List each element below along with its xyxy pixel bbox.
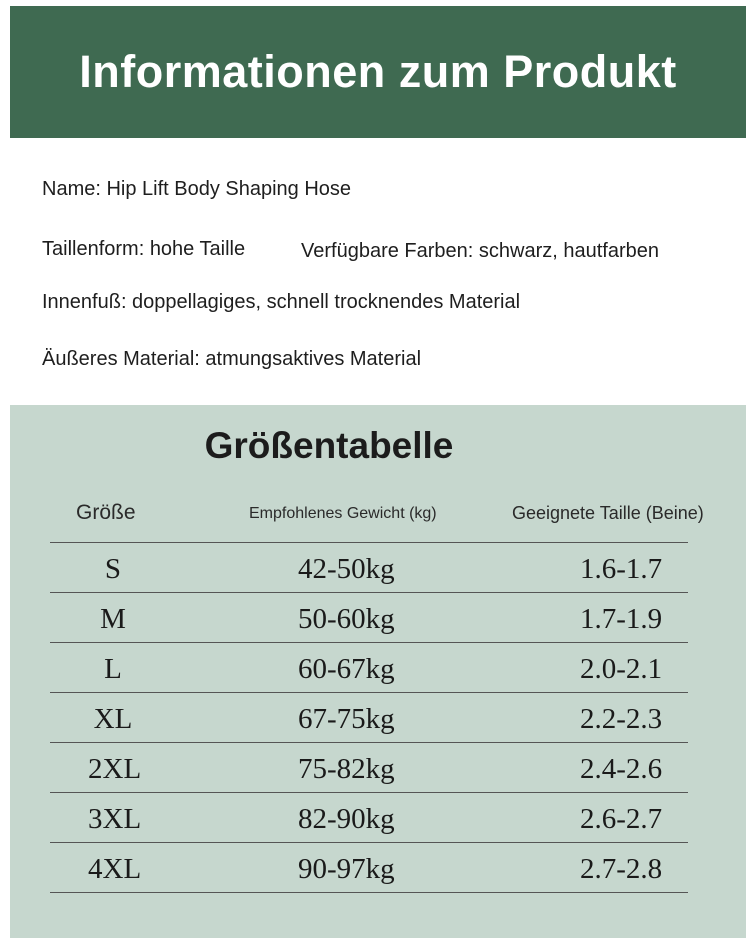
table-row (50, 792, 688, 842)
waist-cell: 1.6-1.7 (580, 553, 663, 585)
table-row (50, 742, 688, 792)
weight-cell: 42-50kg (298, 553, 395, 585)
size-cell: L (104, 653, 122, 685)
table-row (50, 592, 688, 642)
table-row (50, 642, 688, 692)
weight-cell: 50-60kg (298, 603, 395, 635)
size-table (50, 542, 688, 893)
size-cell: 3XL (88, 803, 142, 835)
column-header-size: Größe (76, 501, 136, 524)
outer-material: Äußeres Material: atmungsaktives Material (42, 348, 422, 370)
product-name: Name: Hip Lift Body Shaping Hose (42, 178, 352, 200)
size-cell: XL (93, 703, 133, 735)
weight-cell: 75-82kg (298, 753, 395, 785)
table-row (50, 842, 688, 893)
inner-material: Innenfuß: doppellagiges, schnell trocknendes Material (42, 291, 521, 313)
available-colors: Verfügbare Farben: schwarz, hautfarben (301, 240, 659, 262)
waist-cell: 2.0-2.1 (580, 653, 663, 685)
waist-cell: 2.2-2.3 (580, 703, 663, 735)
table-row (50, 542, 688, 592)
size-chart-panel (10, 405, 746, 938)
weight-cell: 67-75kg (298, 703, 395, 735)
size-cell: 4XL (88, 853, 142, 885)
page-title: Informationen zum Produkt (79, 46, 677, 97)
waist-cell: 2.6-2.7 (580, 803, 663, 835)
waist-cell: 2.4-2.6 (580, 753, 663, 785)
waist-form: Taillenform: hohe Taille (42, 238, 246, 260)
waist-cell: 1.7-1.9 (580, 603, 663, 635)
weight-cell: 60-67kg (298, 653, 395, 685)
column-header-weight: Empfohlenes Gewicht (kg) (249, 505, 437, 522)
waist-cell: 2.7-2.8 (580, 853, 663, 885)
column-header-waist: Geeignete Taille (Beine) (512, 503, 704, 523)
weight-cell: 90-97kg (298, 853, 395, 885)
size-cell: 2XL (88, 753, 142, 785)
size-chart-title: Größentabelle (204, 425, 454, 466)
header-banner (10, 6, 746, 138)
size-cell: S (104, 553, 122, 585)
size-cell: M (100, 603, 126, 635)
weight-cell: 82-90kg (298, 803, 395, 835)
table-row (50, 692, 688, 742)
